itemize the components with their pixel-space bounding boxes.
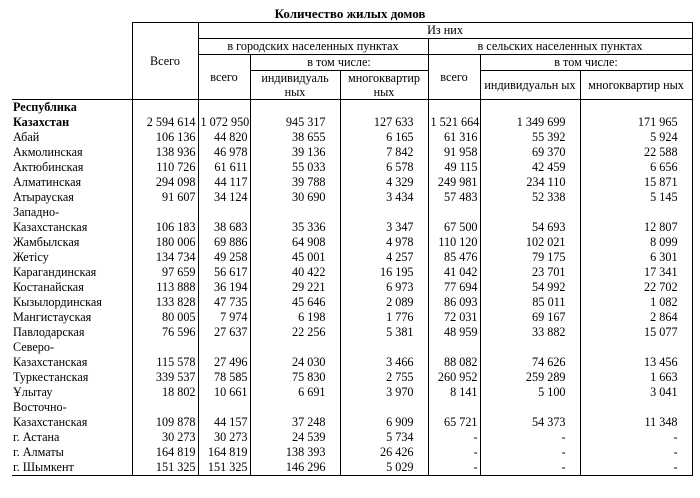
urban-individual-cell: 30 690 <box>250 190 340 205</box>
urban-total-cell: 164 819 <box>198 445 250 460</box>
rural-multi-cell: 5 924 <box>580 130 692 145</box>
urban-total-cell: 47 735 <box>198 295 250 310</box>
rural-individual-cell: - <box>480 445 580 460</box>
urban-individual-cell: 945 317 <box>250 115 340 130</box>
of-them-header: Из них <box>198 23 692 39</box>
region-name: Мангистауская <box>12 310 132 325</box>
region-name: Павлодарская <box>12 325 132 340</box>
rural-total-cell <box>428 205 480 220</box>
urban-individual-cell: 39 136 <box>250 145 340 160</box>
rural-total-cell: 91 958 <box>428 145 480 160</box>
total-cell: 80 005 <box>132 310 198 325</box>
region-name: Казахстанская <box>12 355 132 370</box>
urban-individual-cell: 45 001 <box>250 250 340 265</box>
rural-multi-cell: 5 145 <box>580 190 692 205</box>
urban-total-cell: 7 974 <box>198 310 250 325</box>
total-cell: 18 802 <box>132 385 198 400</box>
urban-header: в городских населенных пунктах <box>198 39 428 55</box>
total-cell: 2 594 614 <box>132 115 198 130</box>
rural-individual-cell: 69 167 <box>480 310 580 325</box>
total-cell: 30 273 <box>132 430 198 445</box>
rural-individual-header: индивидуальн ых <box>480 71 580 100</box>
total-cell: 133 828 <box>132 295 198 310</box>
rural-total-cell: 88 082 <box>428 355 480 370</box>
urban-multi-cell <box>340 400 428 415</box>
region-name: Казахстанская <box>12 220 132 235</box>
rural-multi-cell <box>580 100 692 116</box>
region-name: Карагандинская <box>12 265 132 280</box>
table-row <box>12 130 692 145</box>
urban-multi-cell: 7 842 <box>340 145 428 160</box>
urban-multi-cell: 2 089 <box>340 295 428 310</box>
table-row <box>12 385 692 400</box>
rural-total-cell: 260 952 <box>428 370 480 385</box>
rural-individual-cell: 85 011 <box>480 295 580 310</box>
rural-total-cell: - <box>428 430 480 445</box>
rural-individual-cell: 54 992 <box>480 280 580 295</box>
rural-total-cell: 67 500 <box>428 220 480 235</box>
total-cell: 115 578 <box>132 355 198 370</box>
region-name: Алматинская <box>12 175 132 190</box>
urban-individual-cell <box>250 100 340 116</box>
table-row <box>12 175 692 190</box>
rural-individual-cell: 54 693 <box>480 220 580 235</box>
total-cell: 76 596 <box>132 325 198 340</box>
table-row <box>12 190 692 205</box>
rural-individual-cell: 79 175 <box>480 250 580 265</box>
urban-total-cell: 38 683 <box>198 220 250 235</box>
urban-total-cell: 69 886 <box>198 235 250 250</box>
table-row <box>12 115 692 130</box>
rural-multi-cell: 6 656 <box>580 160 692 175</box>
total-cell <box>132 400 198 415</box>
urban-total-header: всего <box>198 55 250 100</box>
rural-total-cell: 8 141 <box>428 385 480 400</box>
urban-individual-cell: 39 788 <box>250 175 340 190</box>
rural-total-cell: 1 521 664 <box>428 115 480 130</box>
urban-multi-cell: 16 195 <box>340 265 428 280</box>
region-name: Актюбинская <box>12 160 132 175</box>
region-name: Северо- <box>12 340 132 355</box>
region-name: Ұлытау <box>12 385 132 400</box>
rural-multi-cell: 12 807 <box>580 220 692 235</box>
total-cell: 110 726 <box>132 160 198 175</box>
urban-multi-cell: 2 755 <box>340 370 428 385</box>
urban-total-cell: 78 585 <box>198 370 250 385</box>
urban-multi-header: многоквартир ных <box>340 71 428 100</box>
urban-total-cell <box>198 400 250 415</box>
table-row <box>12 235 692 250</box>
urban-total-cell <box>198 100 250 116</box>
urban-total-cell: 10 661 <box>198 385 250 400</box>
table-row <box>12 325 692 340</box>
rural-total-cell: 48 959 <box>428 325 480 340</box>
urban-multi-cell: 127 633 <box>340 115 428 130</box>
region-name: Восточно- <box>12 400 132 415</box>
rural-individual-cell <box>480 100 580 116</box>
total-header: Всего <box>132 23 198 100</box>
total-cell: 97 659 <box>132 265 198 280</box>
region-name: Акмолинская <box>12 145 132 160</box>
urban-individual-header: индивидуаль ных <box>250 71 340 100</box>
urban-individual-cell: 29 221 <box>250 280 340 295</box>
rural-multi-cell: 1 663 <box>580 370 692 385</box>
table-row <box>12 460 692 476</box>
table-title: Количество жилых домов <box>274 6 426 21</box>
table-row <box>12 400 692 415</box>
rural-total-cell <box>428 340 480 355</box>
rural-multi-cell <box>580 400 692 415</box>
urban-multi-cell: 26 426 <box>340 445 428 460</box>
total-cell: 339 537 <box>132 370 198 385</box>
urban-individual-cell: 55 033 <box>250 160 340 175</box>
table-row <box>12 280 692 295</box>
rural-multi-cell: 15 871 <box>580 175 692 190</box>
table-row <box>12 415 692 430</box>
region-header-corner <box>12 23 132 100</box>
urban-total-cell: 1 072 950 <box>198 115 250 130</box>
urban-individual-cell: 45 646 <box>250 295 340 310</box>
table-row <box>12 205 692 220</box>
rural-multi-cell: 1 082 <box>580 295 692 310</box>
rural-multi-cell: 11 348 <box>580 415 692 430</box>
table-row <box>12 160 692 175</box>
rural-individual-cell: 74 626 <box>480 355 580 370</box>
total-cell: 134 734 <box>132 250 198 265</box>
region-name: Западно- <box>12 205 132 220</box>
table-row <box>12 100 692 116</box>
rural-header: в сельских населенных пунктах <box>428 39 692 55</box>
urban-total-cell: 44 820 <box>198 130 250 145</box>
table-row <box>12 310 692 325</box>
total-cell <box>132 100 198 116</box>
urban-multi-cell: 6 909 <box>340 415 428 430</box>
urban-total-cell <box>198 205 250 220</box>
rural-total-header: всего <box>428 55 480 100</box>
urban-total-cell: 56 617 <box>198 265 250 280</box>
urban-total-cell: 30 273 <box>198 430 250 445</box>
region-name: г. Шымкент <box>12 460 132 476</box>
region-name: Атырауская <box>12 190 132 205</box>
urban-including-header: в том числе: <box>250 55 428 71</box>
urban-multi-cell: 6 578 <box>340 160 428 175</box>
table-row <box>12 340 692 355</box>
region-name: Кызылординская <box>12 295 132 310</box>
total-cell: 109 878 <box>132 415 198 430</box>
rural-individual-cell: 23 701 <box>480 265 580 280</box>
table-row <box>12 250 692 265</box>
rural-individual-cell: 234 110 <box>480 175 580 190</box>
total-cell: 113 888 <box>132 280 198 295</box>
table-body <box>12 100 692 476</box>
rural-total-cell: 72 031 <box>428 310 480 325</box>
table-row <box>12 370 692 385</box>
urban-individual-cell <box>250 205 340 220</box>
urban-individual-cell: 37 248 <box>250 415 340 430</box>
urban-individual-cell: 35 336 <box>250 220 340 235</box>
rural-multi-cell: 3 041 <box>580 385 692 400</box>
total-cell: 151 325 <box>132 460 198 476</box>
rural-total-cell: 249 981 <box>428 175 480 190</box>
table-row <box>12 265 692 280</box>
rural-total-cell <box>428 100 480 116</box>
rural-individual-cell <box>480 340 580 355</box>
urban-individual-cell: 64 908 <box>250 235 340 250</box>
rural-multi-cell: 22 702 <box>580 280 692 295</box>
table-row <box>12 220 692 235</box>
urban-multi-cell <box>340 100 428 116</box>
urban-total-cell <box>198 340 250 355</box>
rural-multi-cell: 6 301 <box>580 250 692 265</box>
total-cell: 138 936 <box>132 145 198 160</box>
rural-individual-cell: - <box>480 460 580 476</box>
rural-total-cell: 86 093 <box>428 295 480 310</box>
urban-multi-cell: 6 165 <box>340 130 428 145</box>
urban-total-cell: 61 611 <box>198 160 250 175</box>
rural-total-cell: 77 694 <box>428 280 480 295</box>
urban-individual-cell <box>250 340 340 355</box>
urban-multi-cell: 1 776 <box>340 310 428 325</box>
rural-individual-cell <box>480 205 580 220</box>
region-name: Абай <box>12 130 132 145</box>
rural-multi-cell: - <box>580 445 692 460</box>
rural-multi-cell: - <box>580 430 692 445</box>
rural-individual-cell: 54 373 <box>480 415 580 430</box>
urban-total-cell: 34 124 <box>198 190 250 205</box>
urban-individual-cell: 40 422 <box>250 265 340 280</box>
urban-multi-cell <box>340 340 428 355</box>
urban-multi-cell: 4 329 <box>340 175 428 190</box>
rural-individual-cell: 52 338 <box>480 190 580 205</box>
rural-multi-cell: 171 965 <box>580 115 692 130</box>
rural-total-cell: 61 316 <box>428 130 480 145</box>
rural-total-cell: 41 042 <box>428 265 480 280</box>
urban-multi-cell: 6 973 <box>340 280 428 295</box>
region-name: Казахстанская <box>12 415 132 430</box>
urban-multi-cell: 3 434 <box>340 190 428 205</box>
rural-total-cell: - <box>428 460 480 476</box>
urban-multi-cell: 4 978 <box>340 235 428 250</box>
urban-individual-cell: 6 691 <box>250 385 340 400</box>
urban-individual-cell: 75 830 <box>250 370 340 385</box>
urban-multi-cell: 3 347 <box>340 220 428 235</box>
table-row <box>12 445 692 460</box>
urban-multi-cell <box>340 205 428 220</box>
urban-total-cell: 151 325 <box>198 460 250 476</box>
region-name: Костанайская <box>12 280 132 295</box>
total-cell <box>132 340 198 355</box>
urban-individual-cell: 146 296 <box>250 460 340 476</box>
region-name: Республика <box>12 100 132 116</box>
total-cell: 106 183 <box>132 220 198 235</box>
rural-total-cell: 110 120 <box>428 235 480 250</box>
urban-total-cell: 36 194 <box>198 280 250 295</box>
rural-total-cell: 49 115 <box>428 160 480 175</box>
rural-multi-cell: 22 588 <box>580 145 692 160</box>
rural-individual-cell: 42 459 <box>480 160 580 175</box>
total-cell: 106 136 <box>132 130 198 145</box>
rural-individual-cell: 259 289 <box>480 370 580 385</box>
urban-multi-cell: 3 970 <box>340 385 428 400</box>
urban-individual-cell: 6 198 <box>250 310 340 325</box>
urban-total-cell: 27 496 <box>198 355 250 370</box>
region-name: Жетісу <box>12 250 132 265</box>
rural-total-cell: 57 483 <box>428 190 480 205</box>
rural-multi-cell: 15 077 <box>580 325 692 340</box>
rural-individual-cell: 55 392 <box>480 130 580 145</box>
region-name: Туркестанская <box>12 370 132 385</box>
rural-multi-cell <box>580 205 692 220</box>
urban-multi-cell: 5 734 <box>340 430 428 445</box>
rural-total-cell: 65 721 <box>428 415 480 430</box>
total-cell <box>132 205 198 220</box>
table-row <box>12 295 692 310</box>
urban-individual-cell <box>250 400 340 415</box>
region-name: Казахстан <box>12 115 132 130</box>
rural-total-cell <box>428 400 480 415</box>
rural-multi-cell: 13 456 <box>580 355 692 370</box>
table-row <box>12 145 692 160</box>
urban-multi-cell: 5 029 <box>340 460 428 476</box>
total-cell: 180 006 <box>132 235 198 250</box>
total-cell: 164 819 <box>132 445 198 460</box>
urban-total-cell: 46 978 <box>198 145 250 160</box>
rural-multi-header: многоквартир ных <box>580 71 692 100</box>
urban-total-cell: 27 637 <box>198 325 250 340</box>
urban-individual-cell: 38 655 <box>250 130 340 145</box>
rural-individual-cell <box>480 400 580 415</box>
urban-multi-cell: 3 466 <box>340 355 428 370</box>
rural-total-cell: - <box>428 445 480 460</box>
rural-individual-cell: - <box>480 430 580 445</box>
rural-individual-cell: 33 882 <box>480 325 580 340</box>
rural-individual-cell: 1 349 699 <box>480 115 580 130</box>
table-row <box>12 430 692 445</box>
table-row <box>12 355 692 370</box>
rural-including-header: в том числе: <box>480 55 692 71</box>
rural-multi-cell: 2 864 <box>580 310 692 325</box>
region-name: г. Астана <box>12 430 132 445</box>
urban-individual-cell: 22 256 <box>250 325 340 340</box>
urban-multi-cell: 5 381 <box>340 325 428 340</box>
rural-multi-cell <box>580 340 692 355</box>
region-name: г. Алматы <box>12 445 132 460</box>
urban-individual-cell: 24 539 <box>250 430 340 445</box>
rural-multi-cell: 17 341 <box>580 265 692 280</box>
region-name: Жамбылская <box>12 235 132 250</box>
rural-multi-cell: - <box>580 460 692 476</box>
urban-individual-cell: 138 393 <box>250 445 340 460</box>
urban-total-cell: 44 157 <box>198 415 250 430</box>
urban-individual-cell: 24 030 <box>250 355 340 370</box>
rural-multi-cell: 8 099 <box>580 235 692 250</box>
urban-total-cell: 44 117 <box>198 175 250 190</box>
housing-table <box>12 22 693 476</box>
urban-total-cell: 49 258 <box>198 250 250 265</box>
rural-individual-cell: 5 100 <box>480 385 580 400</box>
rural-total-cell: 85 476 <box>428 250 480 265</box>
total-cell: 91 607 <box>132 190 198 205</box>
rural-individual-cell: 102 021 <box>480 235 580 250</box>
rural-individual-cell: 69 370 <box>480 145 580 160</box>
urban-multi-cell: 4 257 <box>340 250 428 265</box>
total-cell: 294 098 <box>132 175 198 190</box>
